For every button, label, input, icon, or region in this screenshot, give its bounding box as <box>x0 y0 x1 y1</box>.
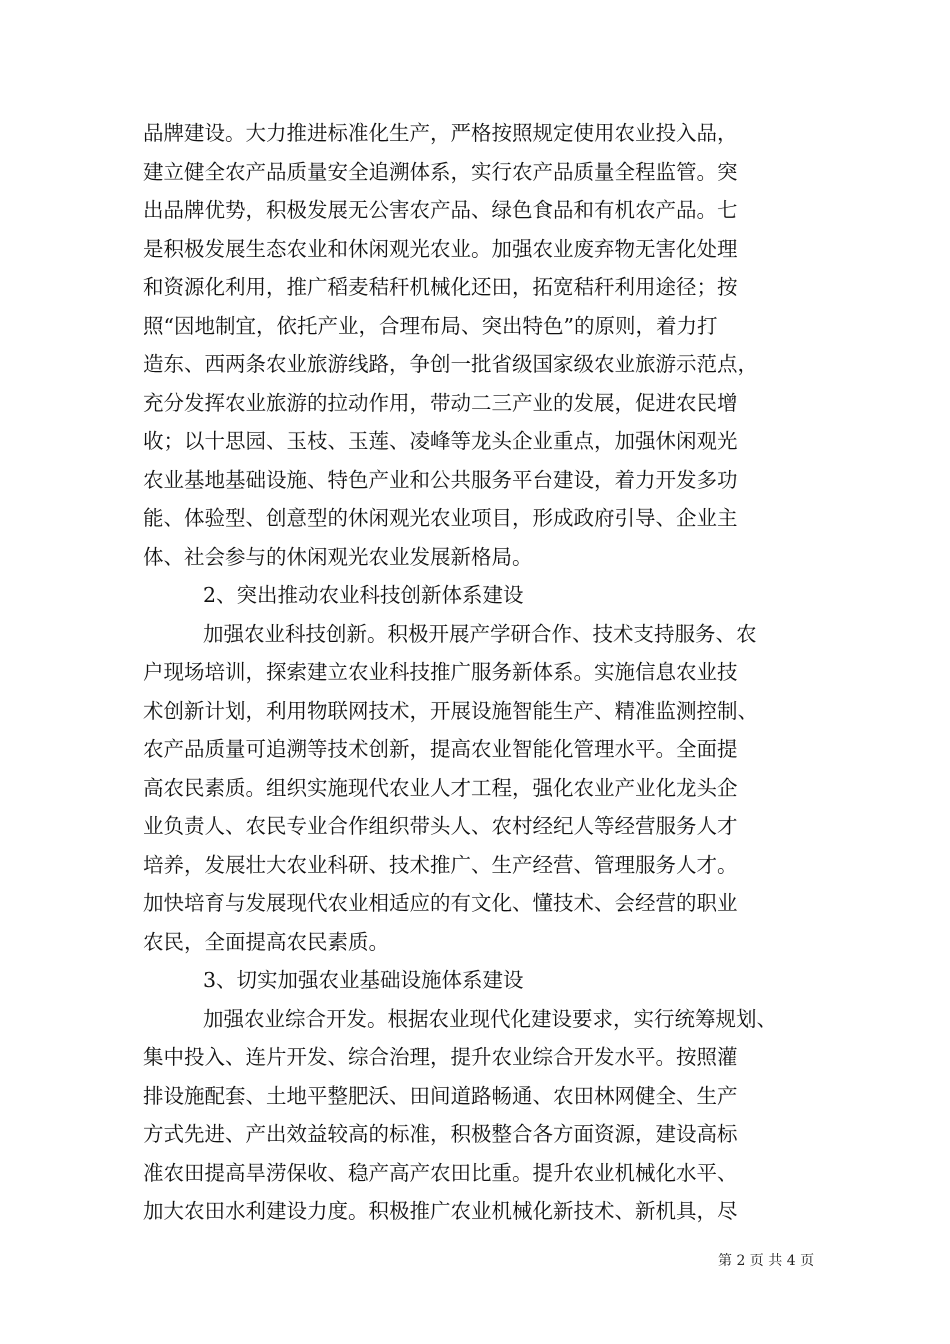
document-body <box>143 114 815 1231</box>
text-line: 建立健全农产品质量安全追溯体系，实行农产品质量全程监管。突 <box>143 159 738 184</box>
text-line: 出品牌优势，积极发展无公害农产品、绿色食品和有机农产品。七 <box>143 198 738 222</box>
text-line: 收；以十思园、玉枝、玉莲、凌峰等龙头企业重点，加强休闲观光 <box>143 429 738 453</box>
text-line: 农民，全面提高农民素质。 <box>143 929 389 954</box>
text-line: 排设施配套、土地平整肥沃、田间道路畅通、农田林网健全、生产 <box>143 1083 738 1108</box>
text-line: 照“因地制宜，依托产业，合理布局、突出特色”的原则，着力打 <box>143 313 718 338</box>
text-line: 农产品质量可追溯等技术创新，提高农业智能化管理水平。全面提 <box>143 737 738 761</box>
text-line: 术创新计划，利用物联网技术，开展设施智能生产、精准监测控制、 <box>143 698 758 723</box>
text-line: 造东、西两条农业旅游线路，争创一批省级国家级农业旅游示范点， <box>143 352 758 376</box>
text-line: 业负责人、农民专业合作组织带头人、农村经纪人等经营服务人才 <box>143 814 738 838</box>
text-line: 体、社会参与的休闲观光农业发展新格局。 <box>143 544 533 569</box>
text-line: 能、体验型、创意型的休闲观光农业项目，形成政府引导、企业主 <box>143 506 738 530</box>
text-line: 高农民素质。组织实施现代农业人才工程，强化农业产业化龙头企 <box>143 775 738 800</box>
text-line: 和资源化利用，推广稻麦秸秆机械化还田，拓宽秸秆利用途径；按 <box>143 275 738 299</box>
text-line: 加快培育与发展现代农业相适应的有文化、懂技术、会经营的职业 <box>143 891 738 915</box>
text-line: 农业基地基础设施、特色产业和公共服务平台建设，着力开发多功 <box>143 467 738 492</box>
text-line: 是积极发展生态农业和休闲观光农业。加强农业废弃物无害化处理 <box>143 236 738 261</box>
text-line: 充分发挥农业旅游的拉动作用，带动二三产业的发展，促进农民增 <box>143 390 738 415</box>
text-line: 户现场培训，探索建立农业科技推广服务新体系。实施信息农业技 <box>143 660 738 684</box>
text-line: 品牌建设。大力推进标准化生产，严格按照规定使用农业投入品， <box>143 121 738 145</box>
text-line: 培养，发展壮大农业科研、技术推广、生产经营、管理服务人才。 <box>143 852 738 877</box>
text-line: 准农田提高旱涝保收、稳产高产农田比重。提升农业机械化水平、 <box>143 1160 738 1185</box>
text-line: 方式先进、产出效益较高的标准，积极整合各方面资源，建设高标 <box>143 1122 738 1146</box>
text-line: 加大农田水利建设力度。积极推广农业机械化新技术、新机具，尽 <box>143 1199 738 1223</box>
text-line: 加强农业科技创新。积极开展产学研合作、技术支持服务、农 <box>203 621 757 646</box>
text-line: 加强农业综合开发。根据农业现代化建设要求，实行统筹规划、 <box>203 1006 777 1031</box>
text-line: 2、突出推动农业科技创新体系建设 <box>203 583 524 607</box>
text-line: 3、切实加强农业基础设施体系建设 <box>203 968 524 992</box>
page-number-footer: 第 2 页 共 4 页 <box>718 1253 815 1269</box>
text-line: 集中投入、连片开发、综合治理，提升农业综合开发水平。按照灌 <box>143 1045 738 1069</box>
